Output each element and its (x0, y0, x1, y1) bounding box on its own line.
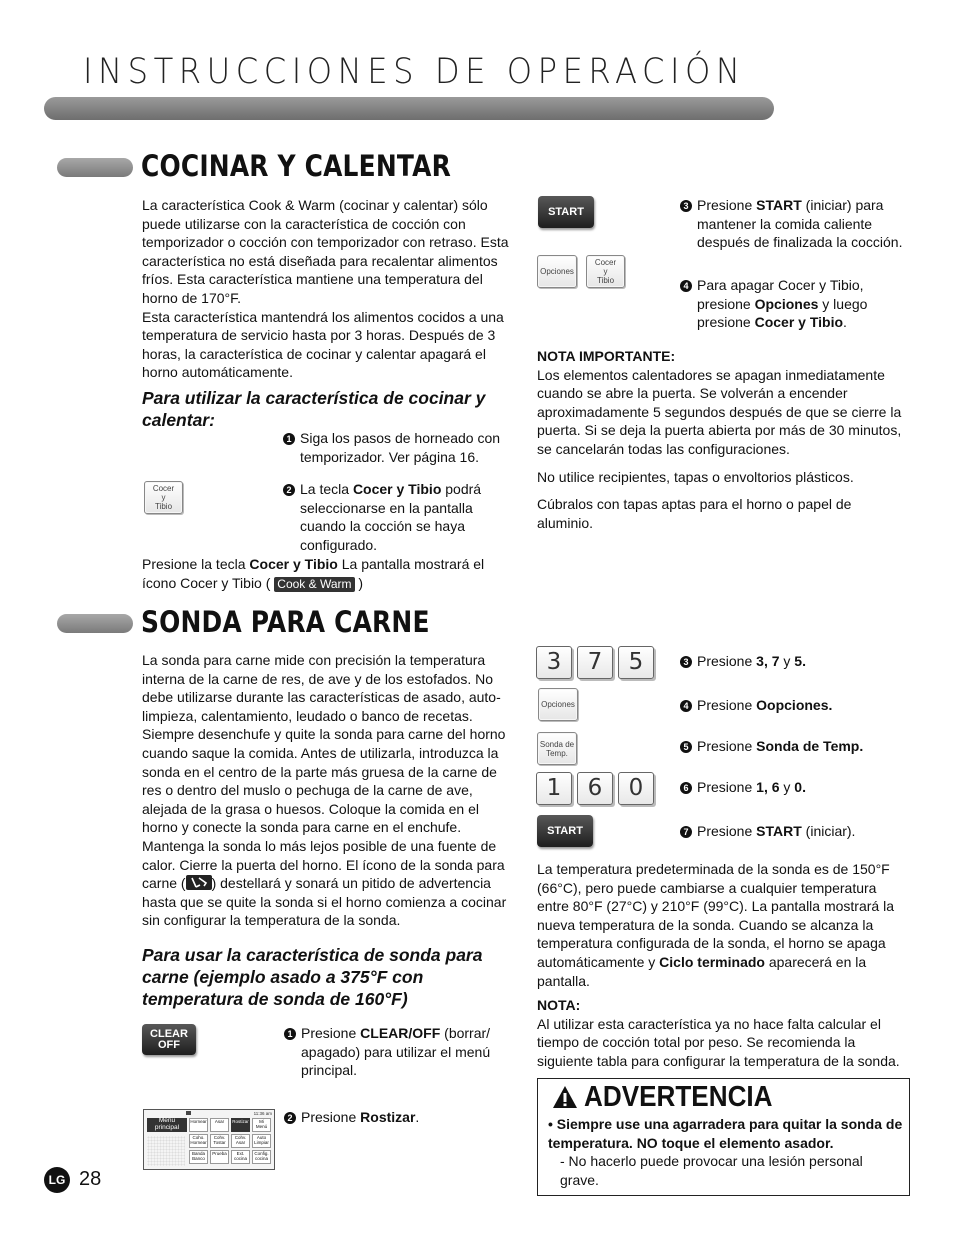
digit-key[interactable]: 0 (618, 772, 654, 805)
digit-key[interactable]: 3 (536, 646, 572, 679)
step-bold: START (756, 197, 802, 213)
opciones-key[interactable]: Opciones (538, 688, 578, 721)
screen-option[interactable]: Prueba (210, 1150, 229, 1164)
clear-off-button[interactable] (142, 1024, 196, 1055)
step-number-6: 6 (680, 782, 692, 794)
probe-step-5 (683, 737, 907, 756)
step-text: Para apagar Cocer y Tibio, presione (697, 277, 864, 312)
probe-small-icon (186, 1111, 191, 1115)
section-pill (57, 614, 133, 633)
step-number-5: 5 (680, 741, 692, 753)
step-text: (borrar/ apagado) para utilizar el menú principal. (301, 1025, 491, 1079)
digits-375 (536, 646, 654, 679)
text: ) (358, 574, 364, 591)
screen-option[interactable]: Config. cocina (252, 1150, 271, 1164)
screen-option[interactable]: Cohv. Tostar (210, 1134, 229, 1148)
step-text: Presione (697, 738, 757, 754)
digit-key[interactable]: 5 (618, 646, 654, 679)
step-number-4: 4 (680, 700, 692, 712)
screen-option[interactable]: Auto Limpiar (252, 1134, 271, 1148)
screen-option[interactable]: Mi Menú (252, 1118, 271, 1132)
note-body: No utilice recipientes, tapas o envoltorios plásticos. (537, 468, 854, 485)
probe-default-text (537, 860, 912, 990)
step-text: (iniciar). (801, 823, 856, 839)
step-number-7: 7 (680, 826, 692, 838)
cook-warm-intro-1: La característica Cook & Warm (cocinar y calentar) sólo puede utilizarse con la característica de cocción con temporizador o cocción con temporizador con retraso. Esta característica no está diseñada para recalentar alimentos fríos. Esta característica mantiene una temperatura del horno de 170°F. (142, 197, 509, 306)
text: Presione la tecla (142, 556, 250, 572)
screen-time: 11:36 am (253, 1111, 272, 1116)
step-bold: Sonda de Temp. (756, 738, 864, 754)
step-bold: 3, 7 (756, 653, 780, 669)
step-text: (iniciar) para mantener la comida caliente después de finalizada la cocción. (697, 197, 903, 251)
probe-step-6 (683, 778, 907, 797)
step-bold: Cocer y Tibio (754, 314, 844, 331)
important-note (537, 347, 909, 532)
step-number-4: 4 (680, 280, 692, 292)
step-bold: 5. (794, 653, 806, 669)
step-bold: Opciones (754, 295, 819, 312)
step-text: Presione (301, 1025, 361, 1041)
step-text: Presione (697, 197, 757, 213)
title-bar (44, 97, 774, 120)
cook-warm-badge: Cook & Warm (274, 577, 354, 592)
cook-warm-step-4 (683, 276, 907, 332)
key-label: Cocer (594, 258, 617, 267)
cocer-tibio-key[interactable] (586, 255, 625, 288)
section-pill (57, 158, 133, 177)
page-title: INSTRUCCIONES DE OPERACIÓN (83, 52, 746, 92)
probe-intro (142, 651, 510, 930)
screen-option[interactable]: Hornear (189, 1118, 208, 1132)
screen-option[interactable]: Asar (210, 1118, 229, 1132)
screen-option[interactable]: Cohv. Asar (231, 1134, 250, 1148)
probe-step-3 (683, 652, 907, 671)
key-label: Temp. (546, 748, 568, 758)
cook-warm-step-3 (683, 196, 907, 252)
cook-warm-step-2 (286, 480, 505, 554)
lg-logo: LG (44, 1167, 70, 1193)
text-bold: Ciclo terminado (659, 953, 765, 970)
step-bold: 1, 6 (756, 779, 780, 795)
step-text: podrá seleccionarse en la pantalla cuando la cocción se haya configurado. (300, 481, 482, 553)
step-bold: 0. (794, 779, 806, 795)
key-label: Cocer (152, 484, 175, 493)
screen-option[interactable]: Banda Banco (189, 1150, 208, 1164)
screen-option-selected[interactable]: Rostizar (231, 1118, 250, 1132)
key-label: y (603, 267, 608, 276)
start-button[interactable]: START (538, 196, 594, 228)
key-label: y (161, 493, 166, 502)
step-number-3: 3 (680, 656, 692, 668)
note-title: NOTA IMPORTANTE: (537, 348, 676, 364)
step-text: La tecla (300, 481, 353, 497)
cook-warm-intro-2: Esta característica mantendrá los alimentos cocidos a una temperatura de servicio hasta por 3 horas. Después de 3 horas, la característica de cocinar y calentar apagará el horno automáticamente. (142, 308, 504, 381)
key-label: CLEAR (150, 1027, 188, 1040)
warning-triangle-icon (552, 1085, 578, 1114)
text: La temperatura predeterminada de la sonda es de 150°F (66°C), pero puede cambiarse a cualquier temperatura entre 80°F (27°C) y 210°F (99°C). La pantalla mostrará la nueva temperatura de la sonda. Cuando se alcanza la temperatura configurada de la sonda, el horno se apaga automáticamente y (537, 861, 894, 970)
probe-step-7 (683, 822, 907, 841)
note-body: Al utilizar esta característica ya no hace falta calcular el tiempo de cocción total por peso. Se recomienda la siguiente tabla para configurar la temperatura de la sonda. (537, 1015, 900, 1069)
sonda-temp-key[interactable] (537, 732, 577, 765)
start-button[interactable]: START (537, 815, 593, 847)
step-text: y luego presione (697, 295, 868, 331)
step-text: . (415, 1109, 420, 1125)
step-bold: Rostizar (360, 1109, 416, 1125)
key-label: Tibio (596, 276, 615, 285)
key-label: OFF (158, 1038, 180, 1051)
step-text: Presione (697, 823, 757, 839)
screen-option[interactable]: Coho. Hornear (189, 1134, 208, 1148)
cook-warm-heading: COCINAR Y CALENTAR (141, 149, 451, 183)
cook-warm-press-note (142, 555, 510, 592)
screen-grid (189, 1118, 271, 1164)
step-bold: Cocer y Tibio (352, 481, 442, 497)
step-text: Presione (697, 653, 757, 669)
warning-bullet: • Siempre use una agarradera para quitar la sonda de temperatura. NO toque el elemento asador. (548, 1116, 903, 1151)
text-bold: Cocer y Tibio (249, 556, 338, 572)
text: La pantalla mostrará el ícono Cocer y Tibio ( (142, 556, 485, 591)
probe-icon (186, 875, 212, 890)
text: aparecerá en la pantalla. (537, 953, 867, 989)
step-bold: Oopciones. (756, 697, 833, 713)
page-number: 28 (79, 1168, 102, 1190)
note-body: Los elementos calentadores se apagan inmediatamente cuando se abre la puerta. Se volverán a encender aproximadamente 5 segundos después de que se cierre la puerta. Si se deja la puerta abierta por más de 30 minutos, se cancelarán todas las configuraciones. (537, 366, 902, 457)
step-text: Presione (697, 779, 757, 795)
warning-title: ADVERTENCIA (584, 1081, 773, 1113)
warning-box (537, 1078, 910, 1196)
note-title: NOTA: (537, 997, 581, 1013)
probe-note (537, 996, 912, 1070)
key-label: Sonda de (539, 739, 575, 749)
note-body: Cúbralos con tapas aptas para el horno o papel de aluminio. (537, 496, 852, 531)
probe-step-2 (287, 1108, 506, 1127)
cook-warm-subheading: Para utilizar la característica de cocinar y calentar: (142, 388, 486, 430)
text: ) destellará y sonará un pitido de advertencia hasta que se quite la sonda si el horno comienza a cocinar sin configurar la temperatura de la sonda. (142, 875, 507, 929)
step-text: . (843, 314, 847, 331)
screen-menu-label: Menu principal (147, 1118, 187, 1132)
step-bold: CLEAR/OFF (360, 1025, 441, 1041)
text: La sonda para carne mide con precisión la temperatura interna de la carne de res, de ave y de los estofados. No debe utilizarse durante las características de asado, auto-limpieza, calentamiento, leudado o banco de recetas. Siempre desenchufe y quite la sonda para carne del horno cuando saque la comida. Antes de utilizarla, introduzca la sonda en el centro de la parte más gruesa de la carne de res o dentro del muslo o pechuga de la carne de ave, alejada de la grasa o huesos. Coloque la comida en el horno y conecte la sonda para carne en el enchufe. Mantenga la sonda lo más lejos posible de una fuente de calor. Cierre la puerta del horno. El ícono de la sonda para carne ( (142, 652, 506, 892)
step-text: Siga los pasos de horneado con temporizador. Ver página 16. (300, 430, 501, 465)
step-bold: START (756, 823, 802, 839)
probe-step-4 (683, 696, 907, 715)
opciones-key[interactable]: Opciones (537, 255, 577, 288)
probe-heading: SONDA PARA CARNE (141, 605, 430, 639)
cook-warm-step-1 (286, 429, 505, 466)
screen-pattern (147, 1136, 185, 1166)
step-text: Presione (697, 697, 757, 713)
cocer-tibio-key[interactable] (144, 481, 183, 514)
step-number-3: 3 (680, 200, 692, 212)
digit-key[interactable]: 6 (577, 772, 613, 805)
step-text: y (779, 653, 795, 669)
digits-160 (536, 772, 654, 805)
main-menu-screen (143, 1109, 275, 1170)
probe-step-1 (287, 1024, 506, 1080)
digit-key[interactable]: 7 (577, 646, 613, 679)
step-text: y (779, 779, 795, 795)
screen-option[interactable]: Ext. cocina (231, 1150, 250, 1164)
digit-key[interactable]: 1 (536, 772, 572, 805)
step-number-1: 1 (284, 1028, 296, 1040)
step-number-2: 2 (284, 1112, 296, 1124)
probe-subheading: Para usar la característica de sonda para carne (ejemplo asado a 375°F con temperatura de sonda de 160°F) (142, 945, 483, 1009)
cook-warm-intro (142, 196, 510, 382)
step-number-1: 1 (283, 433, 295, 445)
key-label: Tibio (154, 502, 173, 511)
step-number-2: 2 (283, 484, 295, 496)
step-text: Presione (301, 1109, 361, 1125)
warning-sub: - No hacerlo puede provocar una lesión personal grave. (560, 1153, 863, 1188)
